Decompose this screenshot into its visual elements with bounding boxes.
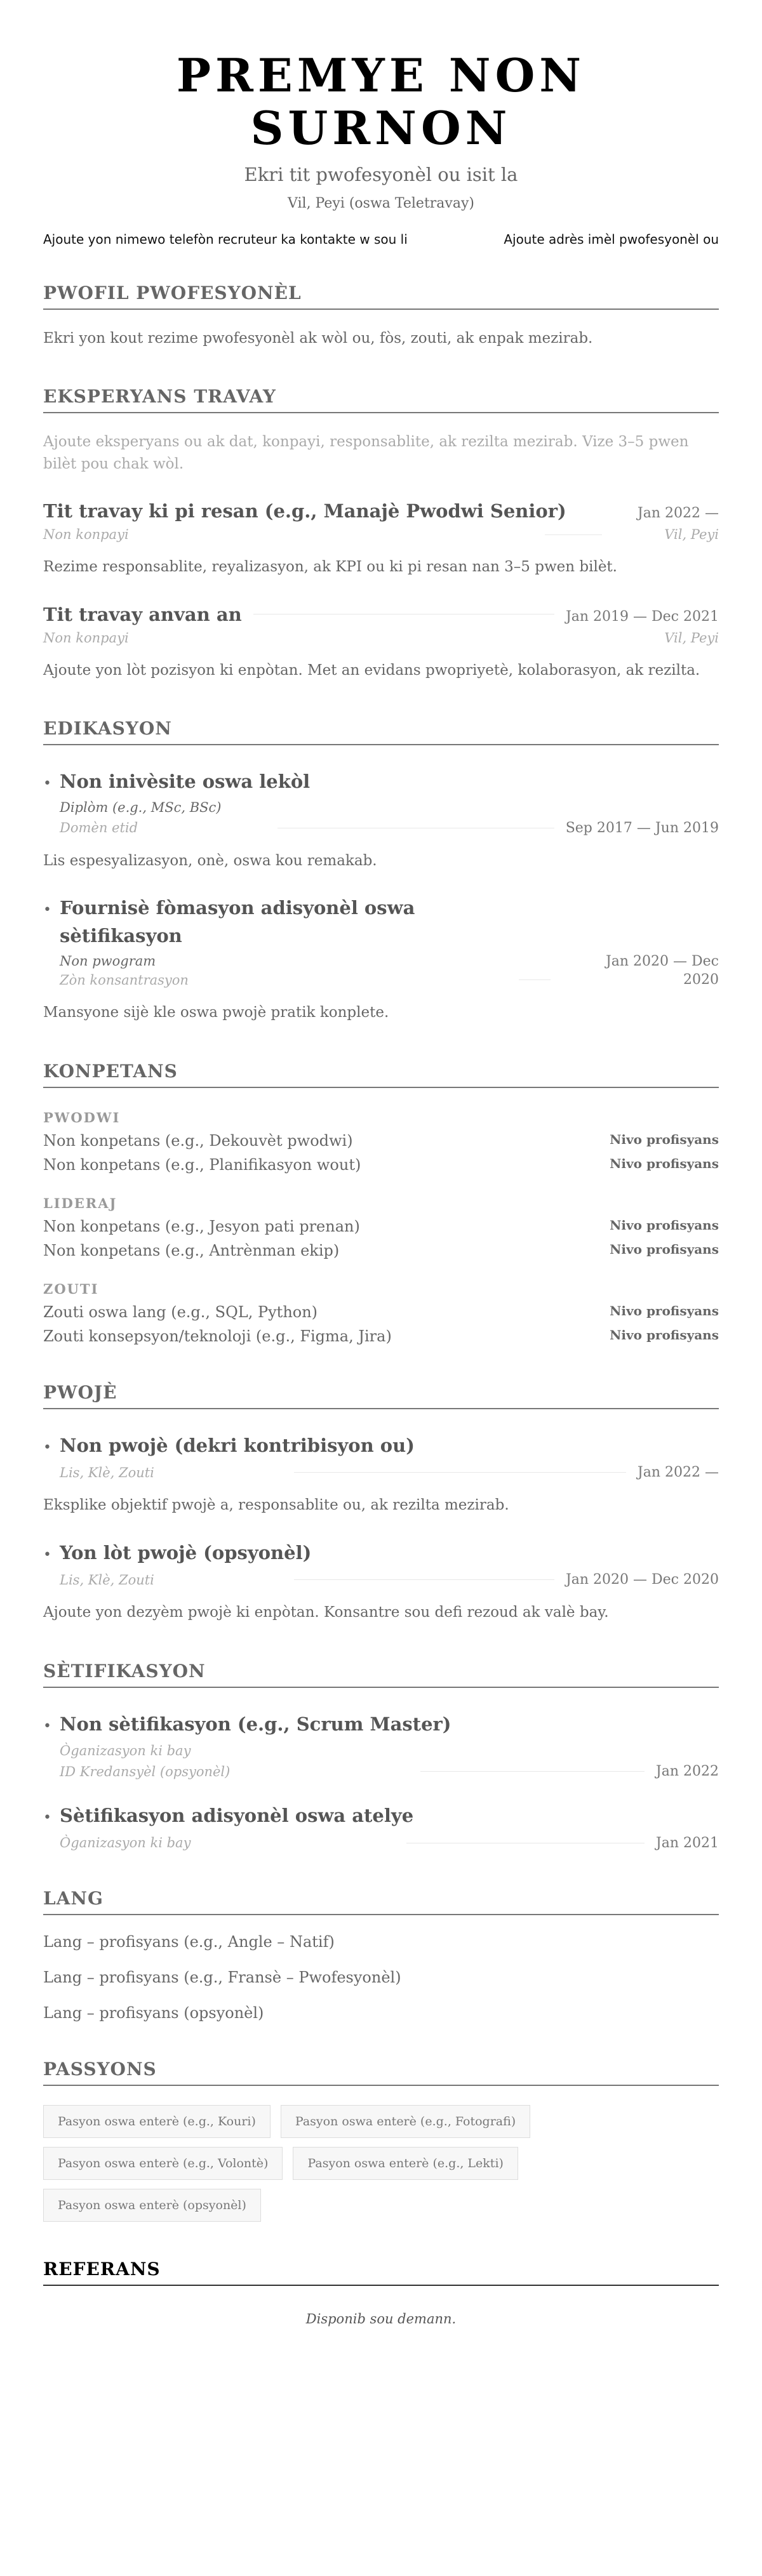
section-title: EDIKASYON: [43, 718, 719, 745]
education-date: Jan 2020 — Dec: [605, 953, 719, 970]
project-entry: [43, 1432, 719, 1517]
degree: Diplòm (e.g., MSc, BSc): [60, 799, 222, 815]
job-location: Vil, Peyi: [664, 630, 719, 646]
skill-level: Nivo profisyans: [610, 1241, 719, 1257]
education-description: Lis espesyalizasyon, onè, oswa kou remakab.: [43, 852, 377, 869]
skills-section: [43, 1061, 719, 1345]
skill-category: ZOUTI: [43, 1280, 99, 1297]
divider: [420, 1771, 645, 1772]
project-title: Yon lòt pwojè (opsyonèl): [60, 1541, 312, 1564]
skill-row: [43, 1242, 719, 1259]
skill-level: Nivo profisyans: [610, 1327, 719, 1343]
company-name: Non konpayi: [43, 527, 129, 543]
candidate-name: PREMYE NON SURNON: [176, 48, 586, 155]
skill-name: Non konpetans (e.g., Dekouvèt pwodwi): [43, 1131, 353, 1150]
hobby-chips: [43, 2105, 719, 2222]
job-description: Ajoute yon lòt pozisyon ki enpòtan. Met an evidans pwopriyetè, kolaborasyon, ak rezilta.: [43, 661, 700, 679]
email-placeholder: Ajoute adrès imèl pwofesyonèl ou: [504, 231, 719, 247]
hobby-chip: Pasyon oswa enterè (e.g., Volontè): [43, 2147, 283, 2180]
company-name: Non konpayi: [43, 630, 129, 646]
certification-title: Non sètifikasyon (e.g., Scrum Master): [60, 1713, 451, 1735]
project-description: Eksplike objektif pwojè a, responsablite ou, ak rezilta mezirab.: [43, 1497, 509, 1514]
section-title: LANG: [43, 1888, 719, 1915]
education-date: Sep 2017 — Jun 2019: [565, 820, 719, 836]
certifications-section: [43, 1661, 719, 1851]
project-date: Jan 2022 —: [637, 1464, 719, 1481]
divider: [294, 1579, 554, 1580]
job-date: Jan 2019 — Dec 2021: [565, 608, 719, 625]
job-description: Rezime responsablite, reyalizasyon, ak KPI ou ki pi resan nan 3–5 pwen bilèt.: [43, 559, 617, 576]
skill-name: Non konpetans (e.g., Jesyon pati prenan): [43, 1217, 360, 1235]
project-description: Ajoute yon dezyèm pwojè ki enpòtan. Konsantre sou defi rezoud ak valè bay.: [43, 1604, 609, 1621]
school-name: Non inivèsite oswa lekòl: [60, 771, 311, 793]
skill-name: Non konpetans (e.g., Antrènman ekip): [43, 1241, 340, 1259]
project-date: Jan 2020 — Dec 2020: [565, 1572, 719, 1588]
skill-row: [43, 1218, 719, 1235]
job-entry: [43, 500, 719, 578]
field-of-study: Domèn etid: [60, 820, 138, 836]
skill-row: [43, 1156, 719, 1174]
section-title: PWOFIL PWOFESYONÈL: [43, 282, 719, 310]
skill-level: Nivo profisyans: [610, 1155, 719, 1171]
education-date-end: 2020: [683, 972, 719, 988]
skill-level: Nivo profisyans: [610, 1131, 719, 1147]
bullet-icon: •: [43, 776, 51, 792]
hobby-chip: Pasyon oswa enterè (e.g., Lekti): [293, 2147, 518, 2180]
divider: [545, 534, 602, 535]
project-title: Non pwojè (dekri kontribisyon ou): [60, 1434, 415, 1456]
hobby-chip: Pasyon oswa enterè (e.g., Fotografi): [281, 2105, 530, 2138]
certification-date: Jan 2021: [655, 1835, 719, 1851]
projects-section: [43, 1382, 719, 1624]
project-entry: [43, 1539, 719, 1624]
skill-category: PWODWI: [43, 1109, 121, 1125]
program-name: Non pwogram: [60, 953, 156, 969]
bullet-icon: •: [43, 1439, 51, 1456]
job-location: Vil, Peyi: [664, 527, 719, 543]
profile-text: Ekri yon kout rezime pwofesyonèl ak wòl ou, fòs, zouti, ak enpak mezirab.: [43, 329, 593, 347]
job-entry: [43, 604, 719, 682]
project-links: Lis, Klè, Zouti: [60, 1464, 154, 1480]
experience-section: [43, 386, 719, 681]
education-entry: [43, 768, 719, 872]
certification-entry: [43, 1711, 719, 1780]
skill-name: Zouti oswa lang (e.g., SQL, Python): [43, 1303, 318, 1321]
skill-category: LIDERAJ: [43, 1195, 117, 1211]
language-item: Lang – profisyans (e.g., Fransè – Pwofesyonèl): [43, 1968, 401, 1986]
job-title: Tit travay anvan an: [43, 603, 242, 625]
bullet-icon: •: [43, 1718, 51, 1734]
hobby-chip: Pasyon oswa enterè (e.g., Kouri): [43, 2105, 271, 2138]
skill-row: [43, 1303, 719, 1321]
education-entry: [43, 894, 719, 1024]
education-section: [43, 718, 719, 1024]
contact-row: [43, 232, 719, 247]
issuing-org: Òganizasyon ki bay: [60, 1835, 191, 1851]
section-title: PASSYONS: [43, 2059, 719, 2086]
profile-section: [43, 282, 719, 350]
hobbies-section: [43, 2059, 719, 2222]
credential-id: ID Kredansyèl (opsyonèl): [60, 1763, 231, 1779]
issuing-org: Òganizasyon ki bay: [60, 1743, 191, 1759]
section-title: REFERANS: [43, 2259, 719, 2286]
location: Vil, Peyi (oswa Teletravay): [288, 195, 474, 211]
bullet-icon: •: [43, 1546, 51, 1563]
divider: [519, 979, 551, 980]
language-item: Lang – profisyans (opsyonèl): [43, 2003, 264, 2022]
school-name: Fournisè fòmasyon adisyonèl oswa sètifikasyon: [60, 897, 415, 946]
language-item: Lang – profisyans (e.g., Angle – Natif): [43, 1932, 335, 1951]
hobby-chip: Pasyon oswa enterè (opsyonèl): [43, 2189, 261, 2222]
education-description: Mansyone sijè kle oswa pwojè pratik konplete.: [43, 1004, 389, 1021]
section-title: KONPETANS: [43, 1061, 719, 1088]
section-title: PWOJÈ: [43, 1382, 719, 1409]
job-date: Jan 2022 —: [637, 505, 719, 522]
resume-page: [43, 0, 719, 2327]
divider: [294, 1472, 626, 1473]
project-links: Lis, Klè, Zouti: [60, 1572, 154, 1588]
bullet-icon: •: [43, 1810, 51, 1826]
section-title: SÈTIFIKASYON: [43, 1661, 719, 1688]
job-title: Tit travay ki pi resan (e.g., Manajè Pwodwi Senior): [43, 500, 566, 522]
skill-level: Nivo profisyans: [610, 1217, 719, 1233]
skill-name: Zouti konsepsyon/teknoloji (e.g., Figma, Jira): [43, 1327, 392, 1345]
skill-level: Nivo profisyans: [610, 1303, 719, 1318]
phone-placeholder: Ajoute yon nimewo telefòn recruteur ka kontakte w sou li: [43, 231, 408, 247]
experience-intro: Ajoute eksperyans ou ak dat, konpayi, responsablite, ak rezilta mezirab. Vize 3–5 pwen bilèt pou chak wòl.: [43, 434, 689, 472]
focus-area: Zòn konsantrasyon: [60, 972, 189, 988]
certification-title: Sètifikasyon adisyonèl oswa atelye: [60, 1805, 414, 1827]
skill-name: Non konpetans (e.g., Planifikasyon wout): [43, 1155, 361, 1174]
references-text: Disponib sou demann.: [305, 2311, 457, 2327]
section-title: EKSPERYANS TRAVAY: [43, 386, 719, 413]
languages-section: [43, 1888, 719, 2022]
professional-title: Ekri tit pwofesyonèl ou isit la: [244, 163, 518, 185]
certification-entry: [43, 1802, 719, 1851]
skill-row: [43, 1132, 719, 1150]
certification-date: Jan 2022: [655, 1763, 719, 1780]
skill-row: [43, 1327, 719, 1345]
references-section: [43, 2259, 719, 2327]
bullet-icon: •: [43, 902, 51, 919]
